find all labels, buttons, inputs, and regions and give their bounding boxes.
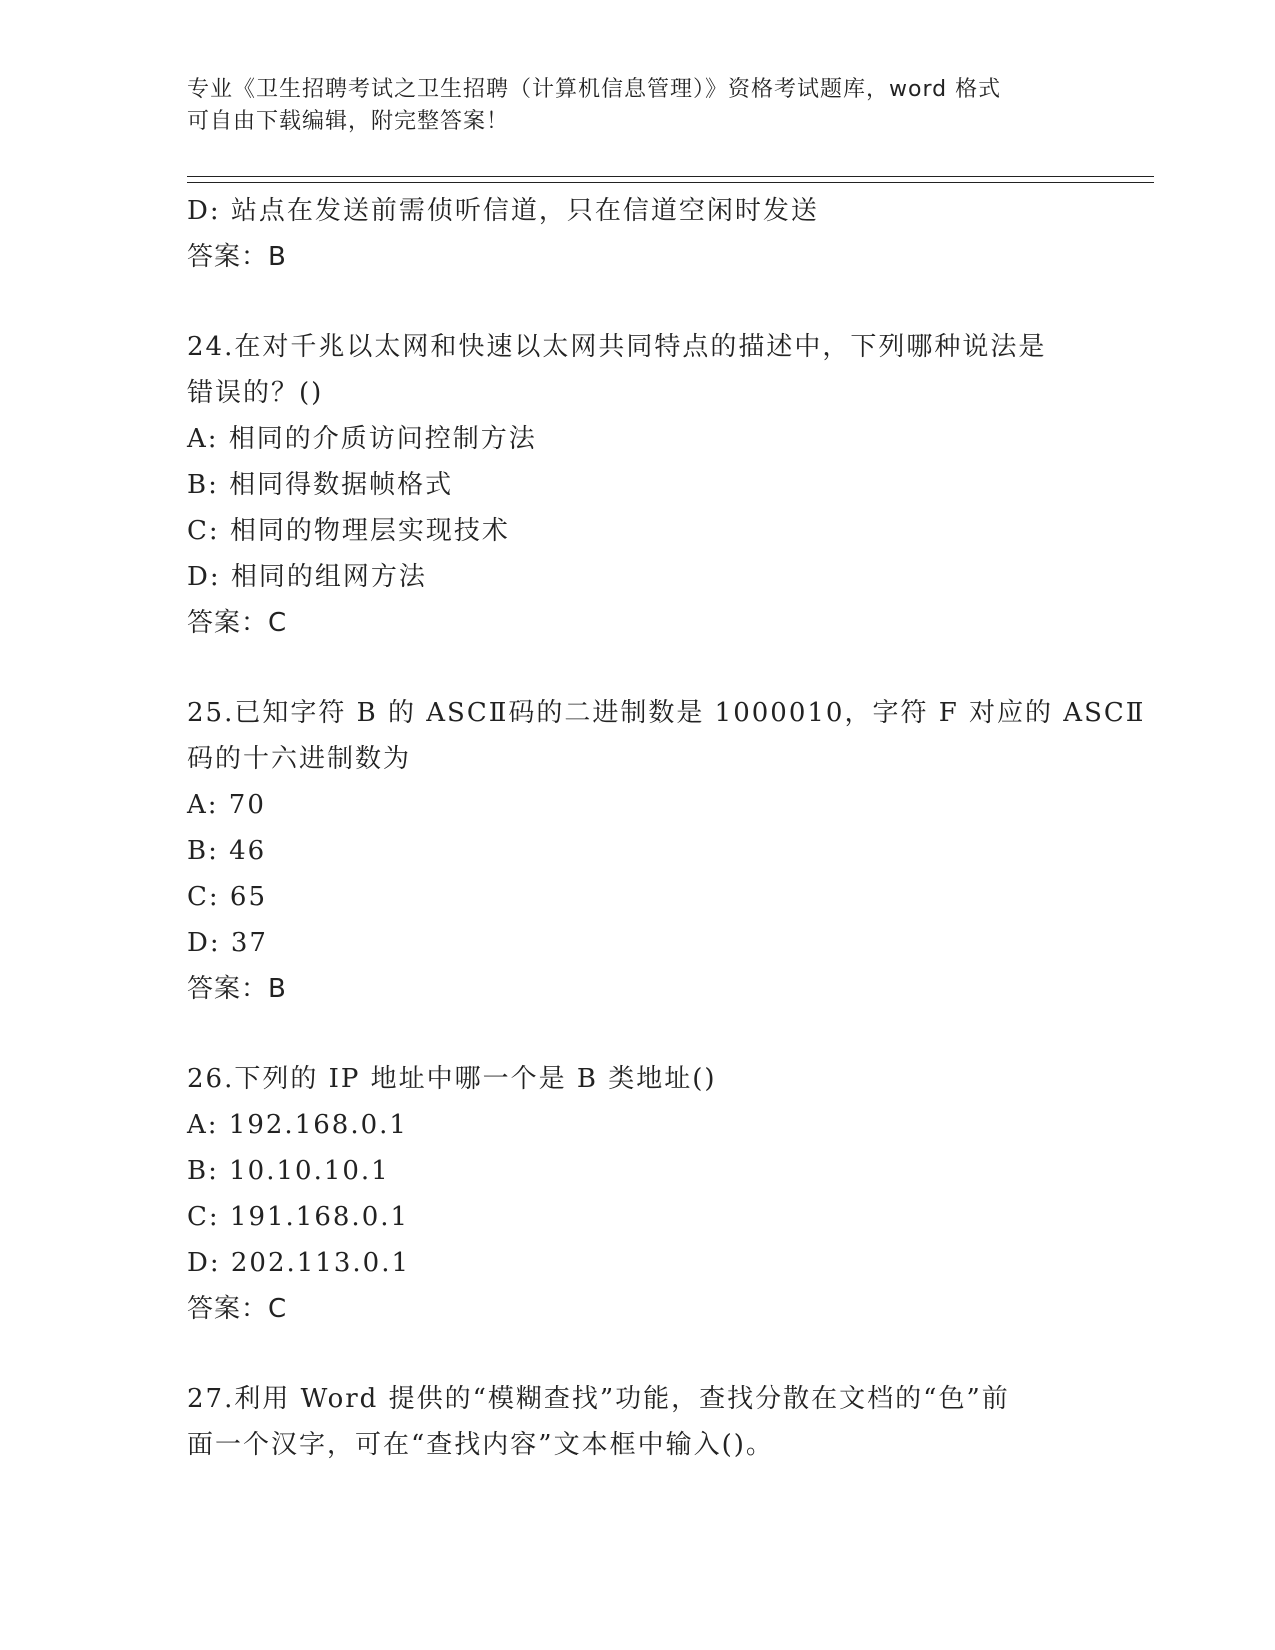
answer: 答案：C xyxy=(187,1294,288,1324)
question-text-line-1: 27.利用 Word 提供的“模糊查找”功能，查找分散在文档的“色”前 xyxy=(187,1384,1010,1414)
option-c: C: 65 xyxy=(187,882,268,912)
question-text-line-1: 25.已知字符 B 的 ASCⅡ码的二进制数是 1000010，字符 F 对应的 ASCⅡ xyxy=(187,698,1146,728)
question-text-line-1: 24.在对千兆以太网和快速以太网共同特点的描述中，下列哪种说法是 xyxy=(187,332,1047,362)
header-rule-bottom xyxy=(187,182,1154,183)
answer: 答案：B xyxy=(187,974,287,1004)
option-a: A: 70 xyxy=(187,790,266,820)
question-text-line-2: 面一个汉字，可在“查找内容”文本框中输入()。 xyxy=(187,1430,774,1460)
document-header xyxy=(187,74,1067,138)
option-c: C: 191.168.0.1 xyxy=(187,1202,410,1232)
option-d: D: 站点在发送前需侦听信道，只在信道空闲时发送 xyxy=(187,196,819,226)
question-text-line-2: 码的十六进制数为 xyxy=(187,744,412,774)
question-27 xyxy=(187,1376,1087,1468)
question-24 xyxy=(187,324,1087,646)
answer: 答案：B xyxy=(187,242,287,272)
header-line-1: 专业《卫生招聘考试之卫生招聘（计算机信息管理）》资格考试题库，word 格式 xyxy=(187,77,1002,102)
question-25 xyxy=(187,690,1146,1012)
option-b: B: 46 xyxy=(187,836,267,866)
question-text-line-2: 错误的？() xyxy=(187,378,324,408)
option-d: D: 202.113.0.1 xyxy=(187,1248,410,1278)
question-23-tail xyxy=(187,188,1087,280)
option-b: B: 10.10.10.1 xyxy=(187,1156,390,1186)
document-body xyxy=(187,188,1146,1468)
question-26 xyxy=(187,1056,1087,1332)
option-a: A: 192.168.0.1 xyxy=(187,1110,408,1140)
question-text-line-1: 26.下列的 IP 地址中哪一个是 B 类地址() xyxy=(187,1064,717,1094)
option-d: D: 37 xyxy=(187,928,268,958)
option-b: B: 相同得数据帧格式 xyxy=(187,470,454,500)
option-c: C: 相同的物理层实现技术 xyxy=(187,516,510,546)
option-d: D: 相同的组网方法 xyxy=(187,562,427,592)
header-line-2: 可自由下载编辑，附完整答案！ xyxy=(187,109,510,134)
option-a: A: 相同的介质访问控制方法 xyxy=(187,424,537,454)
header-rule-top xyxy=(187,176,1154,177)
answer: 答案：C xyxy=(187,608,288,638)
